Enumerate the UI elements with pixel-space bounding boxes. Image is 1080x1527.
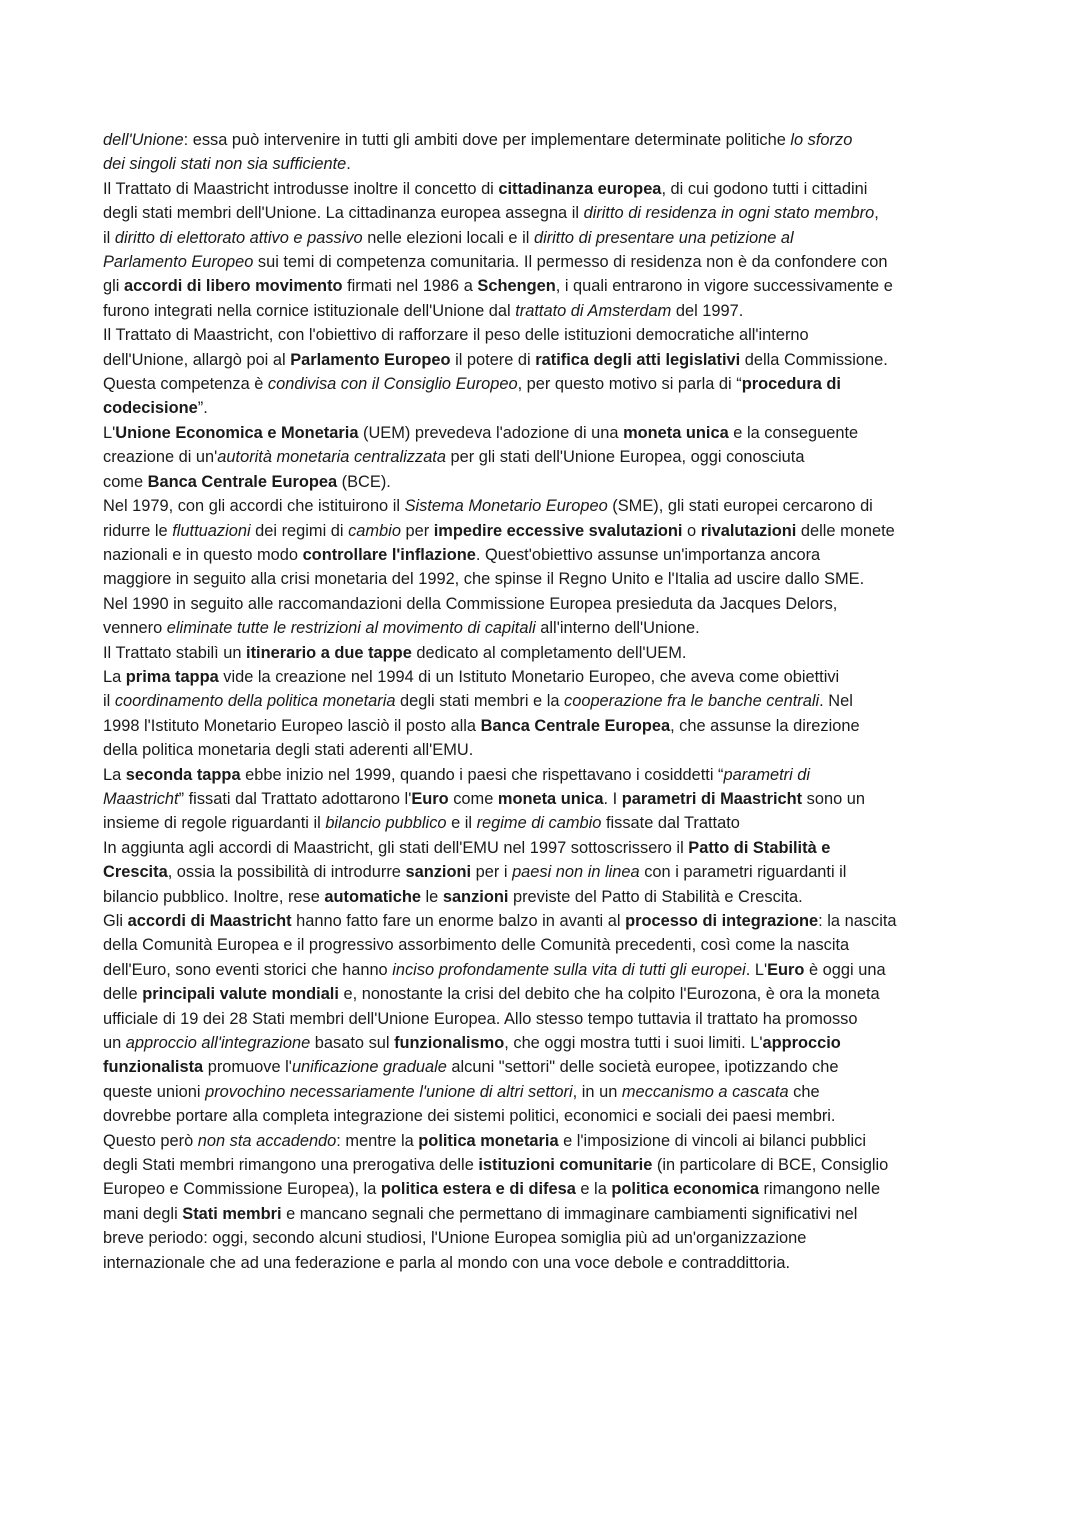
text-line [103, 933, 983, 957]
italic-text: autorità monetaria centralizzata [217, 448, 446, 467]
body-text: con i parametri riguardanti il [639, 863, 847, 882]
body-text: della Commissione. [740, 350, 888, 369]
text-line [103, 616, 983, 640]
italic-text: fluttuazioni [172, 521, 251, 540]
body-text: insieme di regole riguardanti il [103, 814, 326, 833]
body-text: previste del Patto di Stabilità e Crescita. [508, 887, 803, 906]
text-line [103, 201, 983, 225]
body-text: come [448, 789, 498, 808]
text-line [103, 421, 983, 445]
text-line [103, 445, 983, 469]
italic-text: dei singoli stati non sia sufficiente [103, 155, 347, 174]
text-line [103, 811, 983, 835]
body-text: ebbe inizio nel 1999, quando i paesi che rispettavano i cosiddetti “ [240, 765, 724, 784]
body-text: sono un [802, 789, 865, 808]
bold-text: Unione Economica e Monetaria [115, 423, 359, 442]
body-text: vennero [103, 619, 167, 638]
body-text: all'interno dell'Unione. [535, 619, 700, 638]
body-text: . Quest'obiettivo assunse un'importanza ancora [475, 545, 821, 564]
body-text: , di cui godono tutti i cittadini [661, 179, 868, 198]
bold-text: approccio [762, 1034, 841, 1053]
text-line [103, 787, 983, 811]
italic-text: unificazione graduale [291, 1058, 447, 1077]
body-text: . L' [745, 960, 768, 979]
bold-text: cittadinanza europea [498, 179, 662, 198]
italic-text: trattato di Amsterdam [515, 301, 672, 320]
italic-text: parametri di [723, 765, 811, 784]
bold-text: impedire eccessive svalutazioni [433, 521, 683, 540]
body-text: come [103, 472, 148, 491]
body-text: e mancano segnali che permettano di immaginare cambiamenti significativi nel [281, 1204, 858, 1223]
body-text: In aggiunta agli accordi di Maastricht, gli stati dell'EMU nel 1997 sottoscrissero il [103, 838, 689, 857]
body-text: . I [603, 789, 622, 808]
body-text: : essa può intervenire in tutti gli ambiti dove per implementare determinate politiche [183, 131, 791, 149]
bold-text: processo di integrazione [625, 912, 819, 930]
bold-text: funzionalista [103, 1058, 204, 1077]
text-line [103, 763, 983, 787]
italic-text: regime di cambio [476, 814, 602, 833]
body-text: creazione di un' [103, 448, 218, 467]
body-text: maggiore in seguito alla crisi monetaria del 1992, che spinse il Regno Unito e l'Italia ad uscire dallo SME. [103, 570, 865, 589]
body-text: degli stati membri e la [395, 692, 565, 711]
body-text: della Comunità Europea e il progressivo assorbimento delle Comunità precedenti, così come la nascita [103, 936, 850, 955]
body-text: breve periodo: oggi, secondo alcuni studiosi, l'Unione Europea somiglia più ad un'organizzazione [103, 1229, 807, 1248]
text-line [103, 1177, 983, 1201]
text-line [103, 1129, 983, 1153]
body-text: ridurre le [103, 521, 173, 540]
italic-text: non sta accadendo [197, 1131, 337, 1150]
body-text: Gli [103, 912, 128, 930]
italic-text: cooperazione fra le banche centrali [564, 692, 820, 711]
italic-text: eliminate tutte le restrizioni al movimento di capitali [166, 619, 536, 638]
text-line [103, 860, 983, 884]
body-text: alcuni "settori" delle società europee, ipotizzando che [446, 1058, 839, 1077]
body-text: il [103, 692, 115, 711]
text-line [103, 1226, 983, 1250]
body-text: Questa competenza è [103, 375, 268, 394]
bold-text: Patto di Stabilità e [688, 838, 831, 857]
text-line [103, 909, 983, 933]
body-text: per [400, 521, 434, 540]
body-text: , i quali entrarono in vigore successivamente e [555, 277, 893, 296]
italic-text: inciso profondamente sulla vita di tutti gli europei [392, 960, 746, 979]
text-line [103, 372, 983, 396]
bold-text: Parlamento Europeo [290, 350, 451, 369]
body-text: nelle elezioni locali e il [362, 228, 534, 247]
bold-text: sanzioni [405, 863, 472, 882]
body-text: e la conseguente [728, 423, 859, 442]
bold-text: Schengen [477, 277, 556, 296]
body-text: La [103, 667, 126, 686]
text-line [103, 641, 983, 665]
body-text: , ossia la possibilità di introdurre [167, 863, 406, 882]
bold-text: Euro [767, 960, 805, 979]
italic-text: meccanismo a cascata [621, 1082, 789, 1101]
body-text: dovrebbe portare alla completa integrazione dei sistemi politici, economici e sociali dei paesi membri. [103, 1107, 836, 1126]
body-text: il potere di [450, 350, 536, 369]
bold-text: moneta unica [497, 789, 604, 808]
body-text: le [420, 887, 443, 906]
text-line [103, 323, 983, 347]
body-text: (SME), gli stati europei cercarono di [607, 497, 873, 516]
text-line [103, 1153, 983, 1177]
text-line [103, 152, 983, 176]
italic-text: dell'Unione [103, 131, 184, 149]
text-line [103, 128, 983, 152]
body-text: , [874, 204, 879, 223]
bold-text: Crescita [103, 863, 168, 882]
bold-text: politica economica [611, 1180, 759, 1199]
body-text: , che assunse la direzione [670, 716, 860, 735]
bold-text: ratifica degli atti legislativi [535, 350, 741, 369]
body-text: firmati nel 1986 a [342, 277, 478, 296]
text-line [103, 1202, 983, 1226]
body-text: rimangono nelle [758, 1180, 881, 1199]
body-text: è oggi una [804, 960, 886, 979]
bold-text: politica estera e di difesa [380, 1180, 576, 1199]
bold-text: funzionalismo [394, 1034, 505, 1053]
body-text: degli stati membri dell'Unione. La cittadinanza europea assegna il [103, 204, 584, 223]
text-line [103, 1104, 983, 1128]
body-text: fissate dal Trattato [601, 814, 740, 833]
text-line [103, 1080, 983, 1104]
bold-text: codecisione [103, 399, 198, 418]
text-line [103, 274, 983, 298]
body-text: un [103, 1034, 126, 1053]
body-text: queste unioni [103, 1082, 206, 1101]
body-text: Il Trattato di Maastricht, con l'obiettivo di rafforzare il peso delle istituzioni democratiche all'interno [103, 326, 809, 345]
body-text: il [103, 228, 115, 247]
body-text: dell'Unione, allargò poi al [103, 350, 291, 369]
italic-text: provochino necessariamente l'unione di altri settori [205, 1082, 573, 1101]
body-text: basato sul [310, 1034, 395, 1053]
body-text: dei regimi di [250, 521, 349, 540]
bold-text: accordi di Maastricht [127, 912, 292, 930]
body-text: hanno fatto fare un enorme balzo in avanti al [291, 912, 626, 930]
italic-text: lo sforzo [790, 131, 853, 149]
italic-text: coordinamento della politica monetaria [114, 692, 396, 711]
bold-text: itinerario a due tappe [246, 643, 412, 662]
bold-text: Banca Centrale Europea [147, 472, 338, 491]
body-text: per i [471, 863, 513, 882]
body-text: . Nel [819, 692, 853, 711]
text-line [103, 958, 983, 982]
body-text: furono integrati nella cornice istituzionale dell'Unione dal [103, 301, 516, 320]
body-text: del 1997. [671, 301, 744, 320]
body-text: Nel 1990 in seguito alle raccomandazioni della Commissione Europea presieduta da Jacques Delors, [103, 594, 838, 613]
text-line [103, 567, 983, 591]
bold-text: politica monetaria [418, 1131, 559, 1150]
body-text: Questo però [103, 1131, 198, 1150]
body-text: ” fissati dal Trattato adottarono l' [178, 789, 412, 808]
body-text: e l'imposizione di vincoli ai bilanci pubblici [558, 1131, 866, 1150]
text-line [103, 885, 983, 909]
body-text: per gli stati dell'Unione Europea, oggi conosciuta [445, 448, 805, 467]
body-text: , in un [572, 1082, 622, 1101]
bold-text: prima tappa [125, 667, 219, 686]
bold-text: automatiche [324, 887, 421, 906]
body-text: L' [103, 423, 116, 442]
body-text: ”. [197, 399, 208, 418]
body-text: (UEM) prevedeva l'adozione di una [358, 423, 624, 442]
body-text: Il Trattato stabilì un [103, 643, 247, 662]
text-line [103, 836, 983, 860]
body-text: 1998 l'Istituto Monetario Europeo lasciò il posto alla [103, 716, 481, 735]
text-line [103, 470, 983, 494]
text-line [103, 519, 983, 543]
body-text: sui temi di competenza comunitaria. Il permesso di residenza non è da confondere con [253, 253, 888, 272]
italic-text: condivisa con il Consiglio Europeo [267, 375, 518, 394]
bold-text: rivalutazioni [700, 521, 797, 540]
body-text: internazionale che ad una federazione e parla al mondo con una voce debole e contraddittoria. [103, 1253, 791, 1272]
bold-text: parametri di Maastricht [621, 789, 803, 808]
text-line [103, 396, 983, 420]
text-line [103, 592, 983, 616]
text-line [103, 348, 983, 372]
text-line [103, 982, 983, 1006]
text-line [103, 250, 983, 274]
body-text: (in particolare di BCE, Consiglio [652, 1156, 889, 1175]
italic-text: Maastricht [103, 789, 179, 808]
body-text: delle [103, 985, 143, 1004]
body-text: mani degli [103, 1204, 183, 1223]
text-line [103, 226, 983, 250]
italic-text: paesi non in linea [512, 863, 640, 882]
italic-text: diritto di residenza in ogni stato membro [583, 204, 875, 223]
body-text: , per questo motivo si parla di “ [517, 375, 742, 394]
body-text: Il Trattato di Maastricht introdusse inoltre il concetto di [103, 179, 499, 198]
body-text: : la nascita [818, 912, 897, 930]
body-text: o [682, 521, 701, 540]
bold-text: accordi di libero movimento [123, 277, 343, 296]
text-line [103, 714, 983, 738]
bold-text: Banca Centrale Europea [480, 716, 671, 735]
text-line [103, 177, 983, 201]
body-text: delle monete [796, 521, 895, 540]
body-text: Europeo e Commissione Europea), la [103, 1180, 381, 1199]
body-text: promuove l' [203, 1058, 292, 1077]
italic-text: diritto di elettorato attivo e passivo [114, 228, 363, 247]
bold-text: seconda tappa [125, 765, 241, 784]
text-line [103, 1031, 983, 1055]
body-text: La [103, 765, 126, 784]
bold-text: istituzioni comunitarie [478, 1156, 653, 1175]
body-text: bilancio pubblico. Inoltre, rese [103, 887, 325, 906]
text-line [103, 1007, 983, 1031]
body-text: (BCE). [337, 472, 391, 491]
text-line [103, 738, 983, 762]
bold-text: Stati membri [182, 1204, 282, 1223]
italic-text: cambio [348, 521, 401, 540]
body-text: : mentre la [336, 1131, 419, 1150]
body-text: ufficiale di 19 dei 28 Stati membri dell'Unione Europea. Allo stesso tempo tuttavia il trattato ha promosso [103, 1009, 858, 1028]
italic-text: bilancio pubblico [325, 814, 447, 833]
body-text: degli Stati membri rimangono una prerogativa delle [103, 1156, 479, 1175]
document-body [103, 128, 983, 1275]
body-text: dell'Euro, sono eventi storici che hanno [103, 960, 393, 979]
text-line [103, 299, 983, 323]
body-text: che [788, 1082, 820, 1101]
text-line [103, 689, 983, 713]
body-text: Nel 1979, con gli accordi che istituirono il [103, 497, 405, 516]
italic-text: Sistema Monetario Europeo [404, 497, 608, 516]
body-text: della politica monetaria degli stati aderenti all'EMU. [103, 741, 474, 760]
body-text: . [346, 155, 351, 174]
body-text: gli [103, 277, 124, 296]
text-line [103, 543, 983, 567]
italic-text: approccio all'integrazione [125, 1034, 311, 1053]
body-text: vide la creazione nel 1994 di un Istituto Monetario Europeo, che aveva come obiettivi [218, 667, 840, 686]
bold-text: procedura di [741, 375, 841, 394]
body-text: nazionali e in questo modo [103, 545, 303, 564]
text-line [103, 665, 983, 689]
bold-text: sanzioni [442, 887, 509, 906]
body-text: e il [446, 814, 477, 833]
bold-text: Euro [411, 789, 449, 808]
body-text: e, nonostante la crisi del debito che ha colpito l'Eurozona, è ora la moneta [338, 985, 880, 1004]
bold-text: controllare l'inflazione [302, 545, 476, 564]
body-text: e la [575, 1180, 612, 1199]
italic-text: diritto di presentare una petizione al [533, 228, 794, 247]
body-text: dedicato al completamento dell'UEM. [411, 643, 687, 662]
bold-text: principali valute mondiali [142, 985, 339, 1004]
body-text: , che oggi mostra tutti i suoi limiti. L' [504, 1034, 763, 1053]
text-line [103, 1251, 983, 1275]
italic-text: Parlamento Europeo [103, 253, 254, 272]
bold-text: moneta unica [623, 423, 729, 442]
text-line [103, 1055, 983, 1079]
text-line [103, 494, 983, 518]
